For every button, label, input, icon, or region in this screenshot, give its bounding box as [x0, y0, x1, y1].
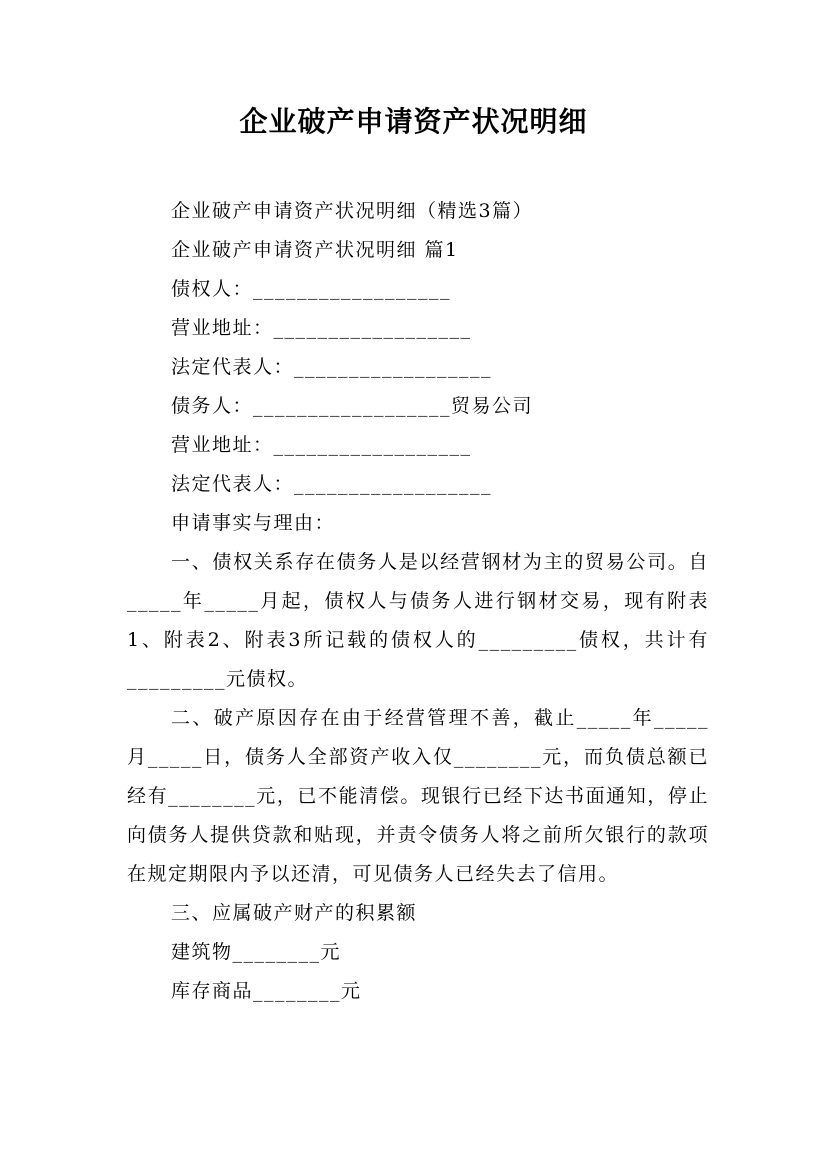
document-title: 企业破产申请资产状况明细	[239, 105, 588, 138]
creditor-address-line: 营业地址：__________________	[171, 317, 472, 339]
creditor-line: 债权人：__________________	[171, 278, 452, 300]
creditor-representative-line: 法定代表人：__________________	[171, 356, 493, 378]
debtor-line: 债务人：__________________贸易公司	[171, 395, 534, 417]
buildings-line: 建筑物________元	[171, 941, 342, 963]
paragraph-bankruptcy-cause: 二、破产原因存在由于经营管理不善，截止_____年_____月_____日，债务人全部资产收入仅________元，而负债总额已经有________元，已不能清偿。现银行已经下达书面通知，停止向债务人提供贷款和贴现，并责令债务人将之前所欠银行的款项在规定期限内予以还清，可见债务人已经失去了信用。	[127, 707, 709, 885]
section-heading: 企业破产申请资产状况明细 篇1	[171, 239, 459, 261]
debtor-representative-line: 法定代表人：__________________	[171, 473, 493, 495]
assets-heading: 三、应属破产财产的积累额	[171, 902, 418, 924]
inventory-line: 库存商品________元	[171, 980, 362, 1002]
facts-heading: 申请事实与理由：	[171, 512, 336, 534]
paragraph-creditor-relationship: 一、债权关系存在债务人是以经营钢材为主的贸易公司。自_____年_____月起，债权人与债务人进行钢材交易，现有附表1、附表2、附表3所记载的债权人的_________债权，共计有_________元债权。	[127, 551, 709, 690]
subtitle-line: 企业破产申请资产状况明细（精选3篇）	[171, 200, 534, 222]
document-body	[127, 192, 709, 1011]
debtor-address-line: 营业地址：__________________	[171, 434, 472, 456]
